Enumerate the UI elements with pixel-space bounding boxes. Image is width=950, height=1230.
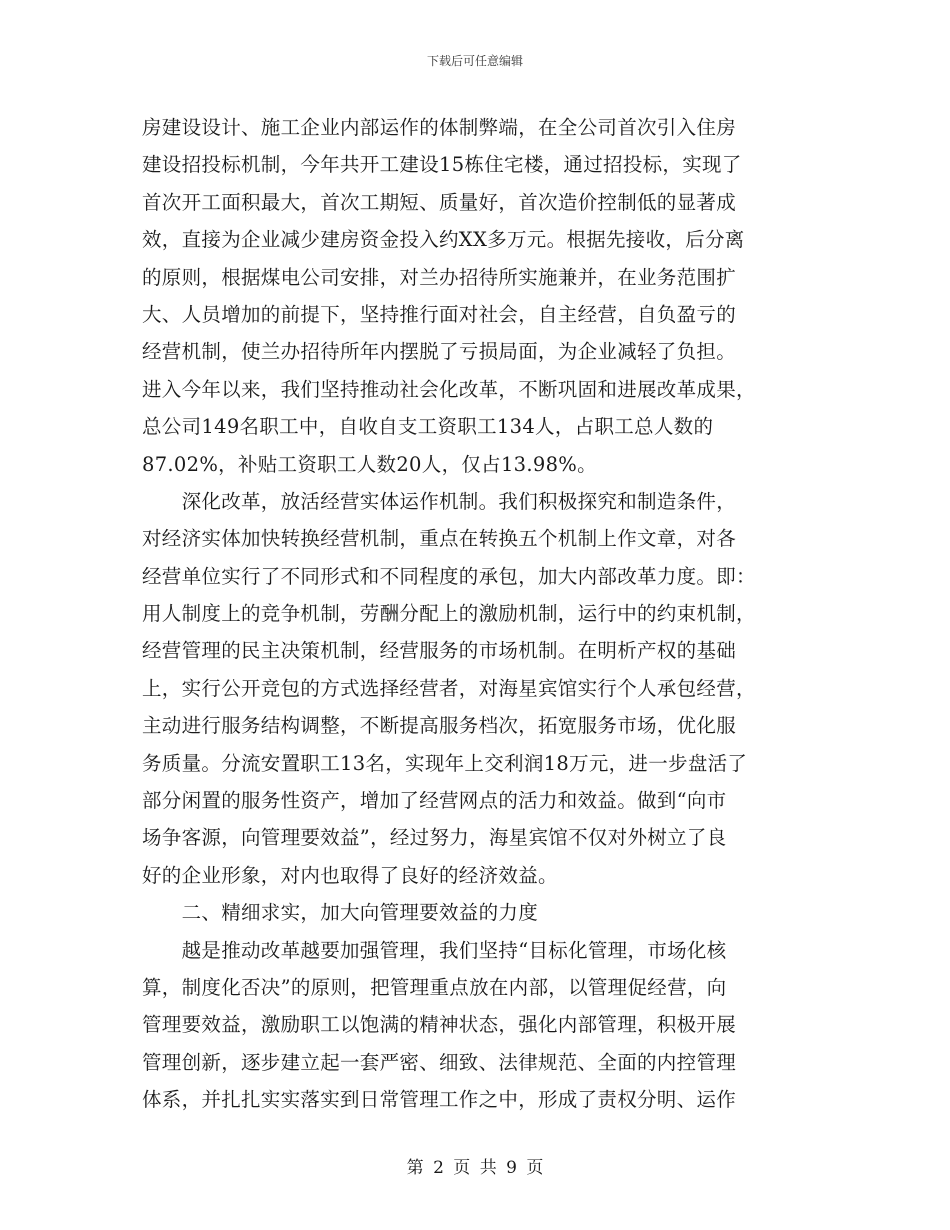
text-line: 房建设设计、施工企业内部运作的体制弊端，在全公司首次引入住房 — [142, 116, 737, 139]
page-header-note: 下载后可任意编辑 — [426, 54, 523, 68]
text-line: 的原则，根据煤电公司安排，对兰办招待所实施兼并，在业务范围扩 — [142, 265, 737, 289]
text-line: 上，实行公开竞包的方式选择经营者，对海星宾馆实行个人承包经营， — [142, 676, 756, 700]
text-line: 管理要效益，激励职工以饱满的精神状态，强化内部管理，积极开展 — [142, 1013, 737, 1037]
text-line: 二、精细求实，加大向管理要效益的力度 — [142, 901, 539, 925]
text-line: 进入今年以来，我们坚持推动社会化改革，不断巩固和进展改革成果， — [142, 377, 756, 401]
text-line: 主动进行服务结构调整，不断提高服务档次，拓宽服务市场，优化服 — [142, 714, 737, 738]
text-line: 体系，并扎扎实实落实到日常管理工作之中，形成了责权分明、运作 — [142, 1088, 737, 1112]
page-number: 第 2 页 共 9 页 — [406, 1158, 544, 1178]
text-line: 管理创新，逐步建立起一套严密、细致、法律规范、全面的内控管理 — [142, 1050, 737, 1074]
text-line: 经营单位实行了不同形式和不同程度的承包，加大内部改革力度。即： — [142, 564, 756, 588]
text-line: 算，制度化否决”的原则，把管理重点放在内部，以管理促经营，向 — [142, 975, 727, 999]
text-line: 好的企业形象，对内也取得了良好的经济效益。 — [142, 863, 558, 887]
text-line: 深化改革，放活经营实体运作机制。我们积极探究和制造条件， — [142, 489, 737, 513]
text-line: 建设招投标机制，今年共开工建设15栋住宅楼，通过招投标，实现了 — [142, 153, 742, 177]
text-line: 大、人员增加的前提下，坚持推行面对社会，自主经营，自负盈亏的 — [142, 302, 737, 326]
text-line: 部分闲置的服务性资产，增加了经营网点的活力和效益。做到“向市 — [142, 789, 727, 813]
text-line: 经营管理的民主决策机制，经营服务的市场机制。在明析产权的基础 — [142, 639, 737, 663]
text-line: 务质量。分流安置职工13名，实现年上交利润18万元，进一步盘活了 — [142, 751, 748, 775]
text-line: 经营机制，使兰办招待所年内摆脱了亏损局面，为企业减轻了负担。 — [142, 340, 737, 364]
text-line: 总公司149名职工中，自收自支工资职工134人，占职工总人数的 — [142, 415, 714, 439]
body-text — [142, 109, 810, 1119]
text-line: 用人制度上的竞争机制，劳酬分配上的激励机制，运行中的约束机制， — [142, 602, 756, 626]
text-line: 对经济实体加快转换经营机制，重点在转换五个机制上作文章，对各 — [142, 527, 737, 551]
text-line: 场争客源，向管理要效益”，经过努力，海星宾馆不仅对外树立了良 — [142, 826, 727, 850]
text-line: 效，直接为企业减少建房资金投入约XX多万元。根据先接收，后分离 — [142, 228, 745, 252]
text-line: 越是推动改革越要加强管理，我们坚持“目标化管理，市场化核 — [142, 938, 727, 962]
text-line: 87.02%，补贴工资职工人数20人，仅占13.98%。 — [142, 452, 597, 476]
text-line: 首次开工面积最大，首次工期短、质量好，首次造价控制低的显著成 — [142, 190, 737, 214]
